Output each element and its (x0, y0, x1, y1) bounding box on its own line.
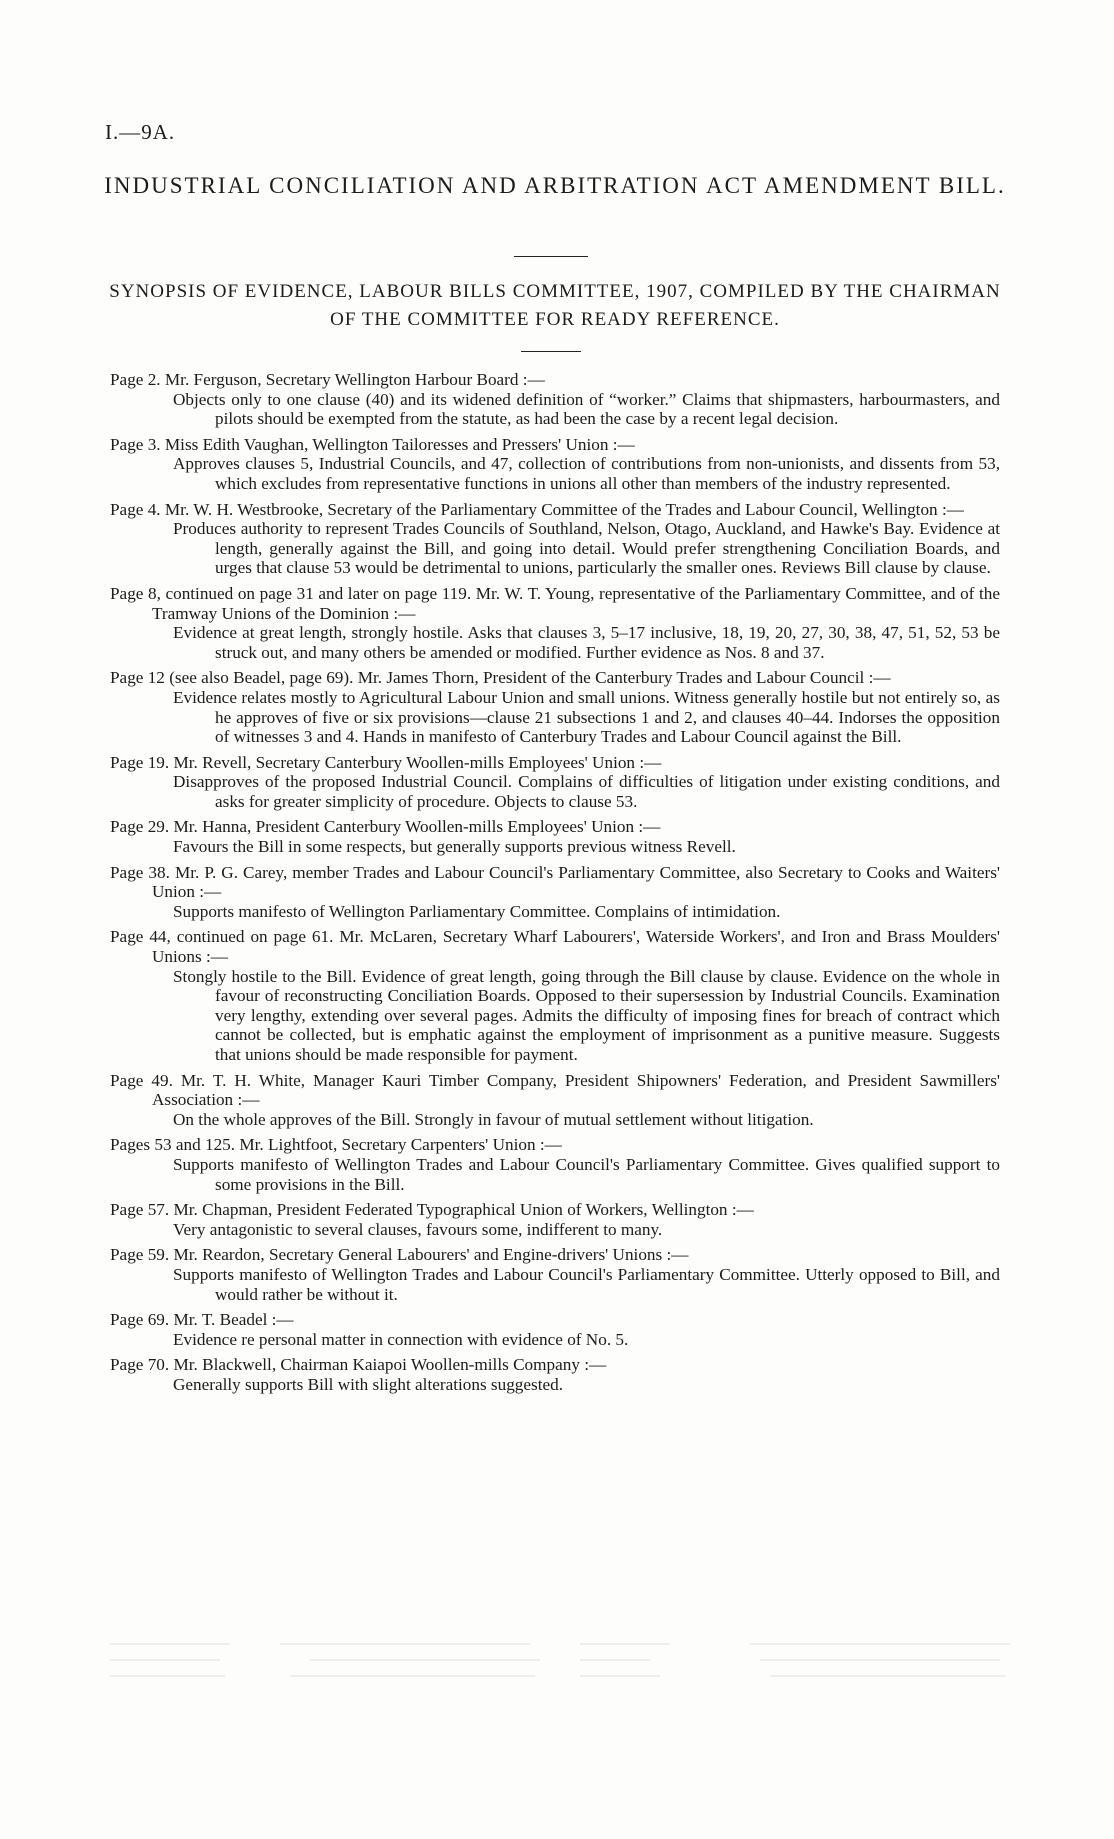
evidence-entry (110, 817, 1000, 856)
entry-heading: Page 38. Mr. P. G. Carey, member Trades and Labour Council's Parliamentary Committee, also Secretary to Cooks and Waiters' Union :— (110, 862, 1000, 902)
evidence-entry (110, 1310, 1000, 1349)
evidence-entry (110, 1071, 1000, 1130)
evidence-list (110, 370, 1000, 1401)
evidence-entry (110, 668, 1000, 746)
entry-heading: Page 70. Mr. Blackwell, Chairman Kaiapoi Woollen-mills Company :— (110, 1355, 607, 1375)
entry-heading: Page 4. Mr. W. H. Westbrooke, Secretary of the Parliamentary Committee of the Trades and Labour Council, Wellington :— (110, 499, 964, 519)
title-divider (514, 256, 588, 257)
entry-heading: Page 3. Miss Edith Vaughan, Wellington Tailoresses and Pressers' Union :— (110, 434, 635, 454)
document-subtitle: SYNOPSIS OF EVIDENCE, LABOUR BILLS COMMITTEE, 1907, COMPILED BY THE CHAIRMAN OF THE COMMITTEE FOR READY REFERENCE. (109, 281, 1001, 330)
entry-body: Supports manifesto of Wellington Trades and Labour Council's Parliamentary Committee. Gives qualified support to some provisions in the Bill. (173, 1154, 1000, 1194)
entry-heading: Page 69. Mr. T. Beadel :— (110, 1310, 294, 1330)
evidence-entry (110, 1200, 1000, 1239)
subtitle-divider (521, 351, 581, 352)
document-reference: I.—9A. (105, 120, 176, 144)
evidence-entry (110, 753, 1000, 812)
evidence-entry (110, 584, 1000, 662)
entry-heading: Page 44, continued on page 61. Mr. McLaren, Secretary Wharf Labourers', Waterside Workers', and Iron and Brass Moulders' Unions :— (110, 927, 1000, 967)
evidence-entry (110, 500, 1000, 578)
entry-heading: Page 12 (see also Beadel, page 69). Mr. James Thorn, President of the Canterbury Trades and Labour Council :— (110, 668, 891, 688)
evidence-entry (110, 370, 1000, 429)
evidence-entry (110, 927, 1000, 1064)
entry-body: Evidence re personal matter in connection with evidence of No. 5. (173, 1329, 629, 1349)
entry-heading: Page 29. Mr. Hanna, President Canterbury Woollen-mills Employees' Union :— (110, 817, 661, 837)
entry-body: Objects only to one clause (40) and its widened definition of “worker.” Claims that shipmasters, harbourmasters, and pilots should be exempted from the statute, as had been the case by a recent legal decision. (173, 389, 1000, 429)
entry-body: Approves clauses 5, Industrial Councils, and 47, collection of contributions from non-unionists, and dissents from 53, which excludes from representative functions in unions all other than members of the industry represented. (173, 454, 1000, 493)
entry-heading: Page 2. Mr. Ferguson, Secretary Wellington Harbour Board :— (110, 370, 545, 389)
entry-body: Supports manifesto of Wellington Parliamentary Committee. Complains of intimidation. (173, 901, 781, 921)
entry-heading: Page 57. Mr. Chapman, President Federated Typographical Union of Workers, Wellington :— (110, 1200, 754, 1220)
entry-body: Favours the Bill in some respects, but generally supports previous witness Revell. (173, 837, 736, 857)
entry-body: Disapproves of the proposed Industrial Council. Complains of difficulties of litigation under existing conditions, and asks for greater simplicity of procedure. Objects to clause 53. (173, 772, 1000, 811)
entry-heading: Pages 53 and 125. Mr. Lightfoot, Secretary Carpenters' Union :— (110, 1135, 562, 1155)
entry-body: Stongly hostile to the Bill. Evidence of great length, going through the Bill clause by clause. Evidence on the whole in favour of reconstructing Conciliation Boards. Opposed to their supersession by Industrial Councils. Examination very lengthy, extending over several pages. Admits the difficulty of imposing fines for breach of contract which cannot be collected, but is emphatic against the employment of imprisonment as a punitive measure. Suggests that unions should be made responsible for payment. (173, 966, 1000, 1064)
entry-heading: Page 8, continued on page 31 and later on page 119. Mr. W. T. Young, representative of the Parliamentary Committee, and of the Tramway Unions of the Dominion :— (110, 583, 1000, 623)
evidence-entry (110, 863, 1000, 922)
entry-body: Supports manifesto of Wellington Trades and Labour Council's Parliamentary Committee. Utterly opposed to Bill, and would rather be without it. (173, 1264, 1000, 1304)
entry-heading: Page 59. Mr. Reardon, Secretary General Labourers' and Engine-drivers' Unions :— (110, 1245, 689, 1265)
entry-body: Evidence at great length, strongly hostile. Asks that clauses 3, 5–17 inclusive, 18, 19, 20, 27, 30, 38, 47, 51, 52, 53 be struck out, and many others be amended or modified. Further evidence as Nos. 8 and 37. (173, 623, 1000, 662)
evidence-entry (110, 1245, 1000, 1304)
bleed-through-artefact (110, 1636, 1010, 1686)
entry-body: Very antagonistic to several clauses, favours some, indifferent to many. (173, 1219, 663, 1239)
entry-heading: Page 19. Mr. Revell, Secretary Canterbury Woollen-mills Employees' Union :— (110, 752, 662, 772)
evidence-entry (110, 1355, 1000, 1394)
evidence-entry (110, 435, 1000, 494)
document-title: INDUSTRIAL CONCILIATION AND ARBITRATION ACT AMENDMENT BILL. (104, 173, 1006, 198)
evidence-entry (110, 1135, 1000, 1194)
entry-heading: Page 49. Mr. T. H. White, Manager Kauri Timber Company, President Shipowners' Federation, and President Sawmillers' Association :— (110, 1070, 1000, 1110)
entry-body: Produces authority to represent Trades Councils of Southland, Nelson, Otago, Auckland, and Hawke's Bay. Evidence at length, generally against the Bill, and going into detail. Would prefer strengthening Conciliation Boards, and urges that clause 53 would be detrimental to unions, particularly the smaller ones. Reviews Bill clause by clause. (173, 519, 1000, 578)
entry-body: On the whole approves of the Bill. Strongly in favour of mutual settlement without litigation. (173, 1109, 814, 1129)
entry-body: Evidence relates mostly to Agricultural Labour Union and small unions. Witness generally hostile but not entirely so, as he approves of five or six provisions—clause 21 subsections 1 and 2, and clauses 40–44. Indorses the opposition of witnesses 3 and 4. Hands in manifesto of Canterbury Trades and Labour Council against the Bill. (173, 687, 1000, 747)
entry-body: Generally supports Bill with slight alterations suggested. (173, 1374, 564, 1394)
